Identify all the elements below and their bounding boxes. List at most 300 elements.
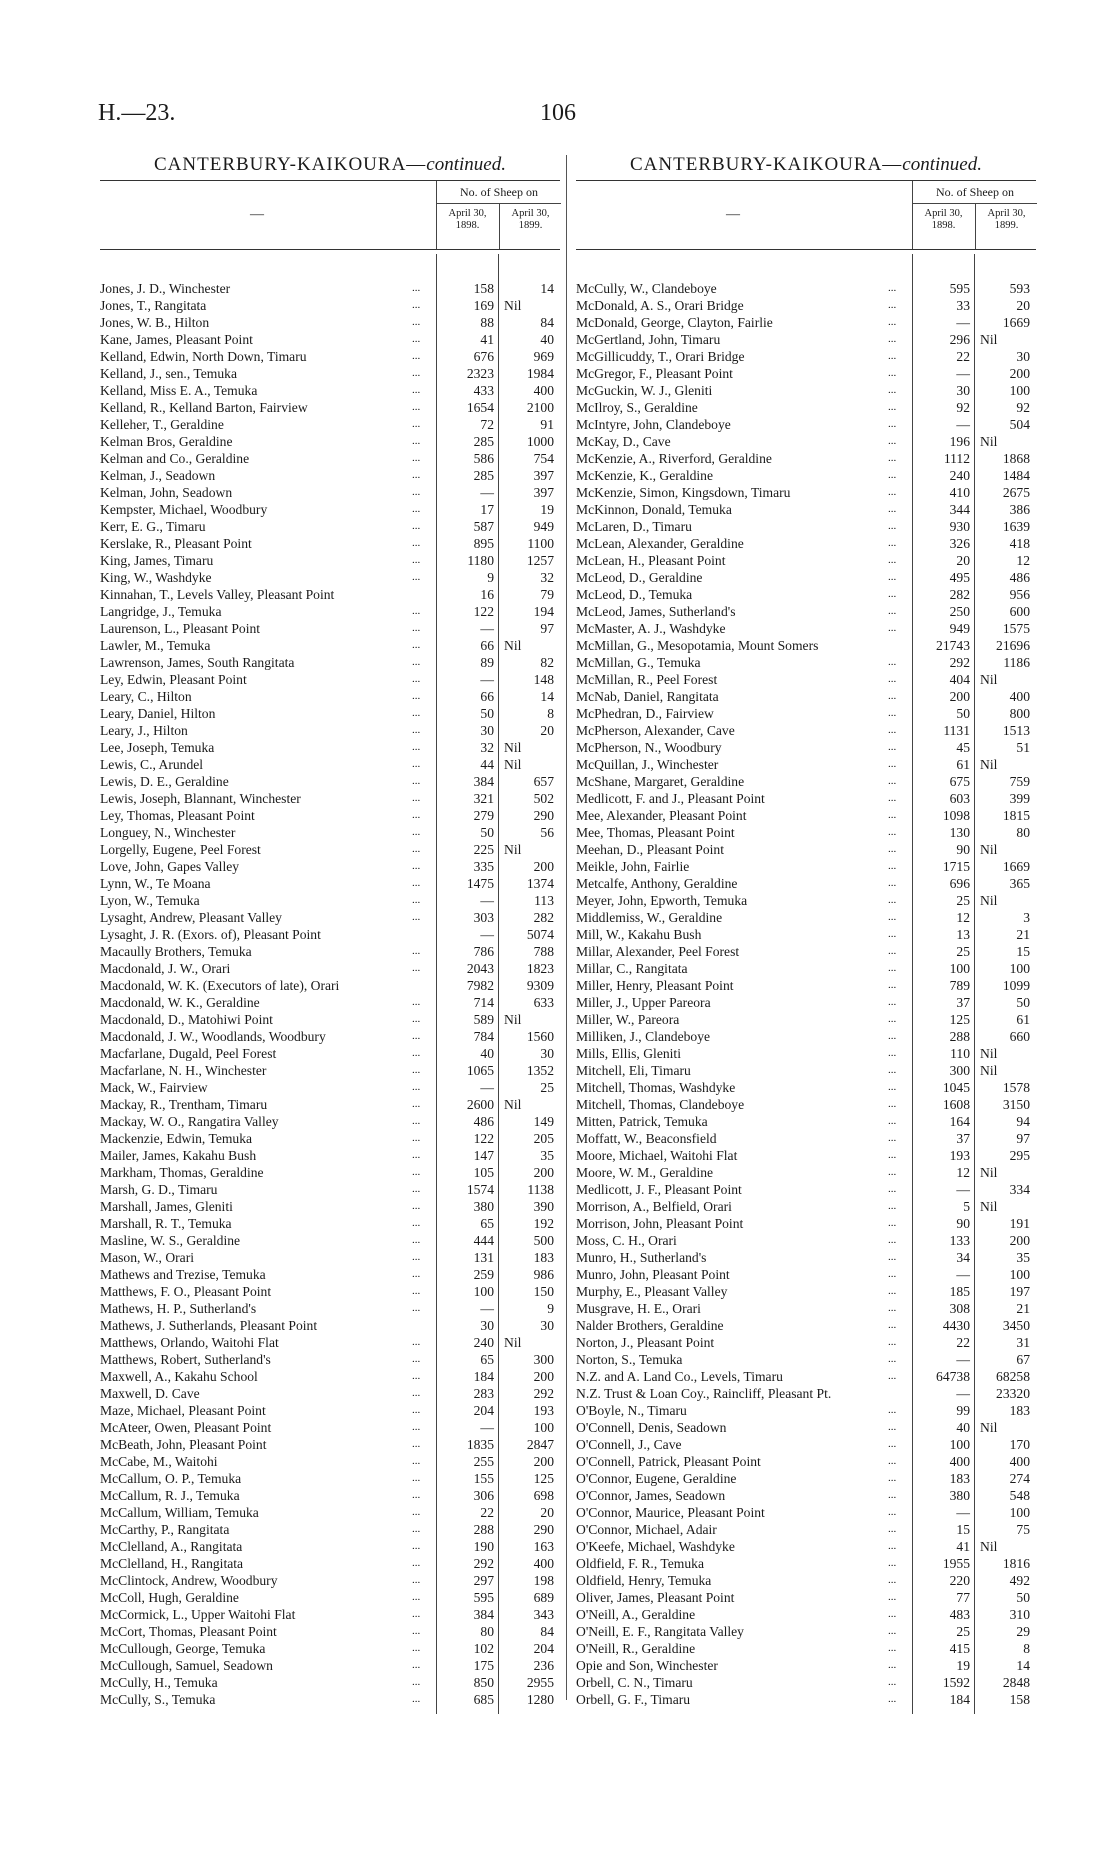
owner-name: Laurenson, L., Pleasant Point xyxy=(100,621,261,636)
table-row xyxy=(100,671,560,688)
table-row xyxy=(100,467,560,484)
sheep-1898: 131 xyxy=(473,1250,494,1265)
leader-dots: ... xyxy=(412,1115,421,1127)
owner-name: Maxwell, A., Kakahu School xyxy=(100,1369,258,1384)
leader-dots: ... xyxy=(888,673,897,685)
sheep-1898: 90 xyxy=(956,842,970,857)
owner-name: Matthews, Orlando, Waitohi Flat xyxy=(100,1335,279,1350)
sheep-1898: 1592 xyxy=(942,1675,970,1690)
table-row xyxy=(576,450,1036,467)
sheep-1898: 595 xyxy=(949,281,970,296)
owner-name: Lysaght, Andrew, Pleasant Valley xyxy=(100,910,282,925)
sheep-1898: 64738 xyxy=(936,1369,970,1384)
table-row xyxy=(576,1589,1036,1606)
leader-dots: ... xyxy=(412,656,421,668)
sheep-1898: 384 xyxy=(473,1607,494,1622)
owner-name: Lawler, M., Temuka xyxy=(100,638,211,653)
sheep-1898: 65 xyxy=(480,1216,494,1231)
sheep-1898: 89 xyxy=(480,655,494,670)
owner-name: McCabe, M., Waitohi xyxy=(100,1454,218,1469)
owner-name: O'Connor, James, Seadown xyxy=(576,1488,726,1503)
table-row xyxy=(576,552,1036,569)
leader-dots: ... xyxy=(888,1455,897,1467)
sheep-1898: — xyxy=(956,366,970,381)
owner-name: McMillan, R., Peel Forest xyxy=(576,672,718,687)
table-row xyxy=(100,1589,560,1606)
table-row xyxy=(576,1079,1036,1096)
sheep-1899: 25 xyxy=(540,1080,554,1095)
owner-name: McDonald, A. S., Orari Bridge xyxy=(576,298,744,313)
owner-name: Masline, W. S., Geraldine xyxy=(100,1233,241,1248)
sheep-1899: Nil xyxy=(504,757,522,772)
sheep-1899: 1186 xyxy=(1003,655,1030,670)
table-row xyxy=(576,1419,1036,1436)
table-row xyxy=(576,484,1036,501)
owner-name: Lorgelly, Eugene, Peel Forest xyxy=(100,842,261,857)
sheep-1898: 308 xyxy=(949,1301,970,1316)
sheep-1899: 12 xyxy=(1016,553,1030,568)
table-row xyxy=(576,773,1036,790)
leader-dots: ... xyxy=(888,1404,897,1416)
sheep-1899: 949 xyxy=(533,519,554,534)
sheep-1899: 1352 xyxy=(526,1063,554,1078)
owner-name: Longuey, N., Winchester xyxy=(100,825,236,840)
sheep-1898: 1955 xyxy=(942,1556,970,1571)
table-row xyxy=(100,977,560,994)
leader-dots: ... xyxy=(412,486,421,498)
sheep-1898: 288 xyxy=(473,1522,494,1537)
sheep-1899: 8 xyxy=(1023,1641,1030,1656)
sheep-1899: 1560 xyxy=(526,1029,554,1044)
sheep-1899: Nil xyxy=(504,842,522,857)
sheep-1898: — xyxy=(480,927,494,942)
owner-name: McGregor, F., Pleasant Point xyxy=(576,366,733,381)
table-row xyxy=(100,1521,560,1538)
table-row xyxy=(100,1419,560,1436)
owner-name: McClelland, A., Rangitata xyxy=(100,1539,243,1554)
sheep-1899: 200 xyxy=(533,859,554,874)
owner-name: McCully, S., Temuka xyxy=(100,1692,216,1707)
owner-name: Matthews, F. O., Pleasant Point xyxy=(100,1284,272,1299)
owner-name: Macfarlane, Dugald, Peel Forest xyxy=(100,1046,277,1061)
owner-name: Ley, Edwin, Pleasant Point xyxy=(100,672,247,687)
sheep-1898: 155 xyxy=(473,1471,494,1486)
sheep-1899: 148 xyxy=(533,672,554,687)
sheep-1899: 51 xyxy=(1016,740,1030,755)
sheep-1898: 147 xyxy=(473,1148,494,1163)
table-row xyxy=(100,280,560,297)
table-row xyxy=(576,892,1036,909)
table-body xyxy=(100,280,560,1708)
sheep-1899: 200 xyxy=(533,1165,554,1180)
sheep-1898: 190 xyxy=(473,1539,494,1554)
sheep-1899: 1578 xyxy=(1002,1080,1030,1095)
owner-name: McIntyre, John, Clandeboye xyxy=(576,417,731,432)
leader-dots: ... xyxy=(412,350,421,362)
leader-dots: ... xyxy=(888,792,897,804)
owner-name: McCully, H., Temuka xyxy=(100,1675,218,1690)
table-row xyxy=(100,1351,560,1368)
table-row xyxy=(100,1198,560,1215)
sheep-1899: 3 xyxy=(1023,910,1030,925)
leader-dots: ... xyxy=(412,1081,421,1093)
sheep-1898: 930 xyxy=(949,519,970,534)
table-row xyxy=(576,620,1036,637)
sheep-1898: 40 xyxy=(956,1420,970,1435)
leader-dots: ... xyxy=(412,333,421,345)
leader-dots: ... xyxy=(412,1200,421,1212)
table-row xyxy=(100,1640,560,1657)
leader-dots: ... xyxy=(412,1506,421,1518)
sheep-1898: 603 xyxy=(949,791,970,806)
sheep-1898: 102 xyxy=(473,1641,494,1656)
table-row xyxy=(100,1011,560,1028)
sheep-1898: 433 xyxy=(473,383,494,398)
sheep-1899: 100 xyxy=(1009,1267,1030,1282)
owner-name: McLaren, D., Timaru xyxy=(576,519,692,534)
sheep-1899: 334 xyxy=(1009,1182,1030,1197)
sheep-1899: 125 xyxy=(533,1471,554,1486)
owner-name: Nalder Brothers, Geraldine xyxy=(576,1318,724,1333)
owner-name: Miller, J., Upper Pareora xyxy=(576,995,711,1010)
sheep-1898: 400 xyxy=(949,1454,970,1469)
table-row xyxy=(576,1504,1036,1521)
sheep-1898: 12 xyxy=(956,910,970,925)
table-title xyxy=(100,150,560,180)
sheep-1898: 15 xyxy=(956,1522,970,1537)
owner-name: Mills, Ellis, Gleniti xyxy=(576,1046,681,1061)
owner-name: Mathews, H. P., Sutherland's xyxy=(100,1301,257,1316)
leader-dots: ... xyxy=(888,1251,897,1263)
sheep-1899: Nil xyxy=(980,893,998,908)
sheep-1898: 410 xyxy=(949,485,970,500)
leader-dots: ... xyxy=(888,1047,897,1059)
sheep-1898: 100 xyxy=(949,961,970,976)
leader-dots: ... xyxy=(888,486,897,498)
sheep-1899: 386 xyxy=(1009,502,1030,517)
table-row xyxy=(576,331,1036,348)
sheep-1899: 183 xyxy=(533,1250,554,1265)
sheep-1899: 689 xyxy=(533,1590,554,1605)
table-row xyxy=(576,1266,1036,1283)
leader-dots: ... xyxy=(412,945,421,957)
sheep-1898: 90 xyxy=(956,1216,970,1231)
leader-dots: ... xyxy=(412,299,421,311)
sheep-1899: 274 xyxy=(1009,1471,1030,1486)
table-row xyxy=(576,637,1036,654)
sheep-1899: 400 xyxy=(1009,1454,1030,1469)
sheep-1899: 170 xyxy=(1009,1437,1030,1452)
owner-name: Leary, Daniel, Hilton xyxy=(100,706,216,721)
table-row xyxy=(100,756,560,773)
table-row xyxy=(100,518,560,535)
table-row xyxy=(100,1691,560,1708)
column-divider xyxy=(566,155,567,1700)
sheep-1899: 969 xyxy=(533,349,554,364)
sheep-1899: 399 xyxy=(1009,791,1030,806)
table-row xyxy=(576,654,1036,671)
sheep-1898: 65 xyxy=(480,1352,494,1367)
sheep-1899: Nil xyxy=(980,1199,998,1214)
table-row xyxy=(576,1011,1036,1028)
owner-name: Leary, J., Hilton xyxy=(100,723,188,738)
leader-dots: ... xyxy=(412,1013,421,1025)
column-header xyxy=(100,181,560,249)
owner-name: Medlicott, F. and J., Pleasant Point xyxy=(576,791,765,806)
table-row xyxy=(100,1368,560,1385)
leader-dots: ... xyxy=(888,1217,897,1229)
owner-name: Love, John, Gapes Valley xyxy=(100,859,240,874)
owner-name: McAteer, Owen, Pleasant Point xyxy=(100,1420,272,1435)
sheep-1898: 1180 xyxy=(467,553,494,568)
sheep-1898: — xyxy=(956,1386,970,1401)
sheep-1898: 344 xyxy=(949,502,970,517)
table-row xyxy=(576,501,1036,518)
table-row xyxy=(576,705,1036,722)
sheep-1899: 500 xyxy=(533,1233,554,1248)
sheep-1898: — xyxy=(480,672,494,687)
sheep-1898: 16 xyxy=(480,587,494,602)
owner-name: Macdonald, D., Matohiwi Point xyxy=(100,1012,273,1027)
owner-name: Maze, Michael, Pleasant Point xyxy=(100,1403,266,1418)
leader-dots: ... xyxy=(888,962,897,974)
sheep-1899: 97 xyxy=(540,621,554,636)
owner-name: O'Keefe, Michael, Washdyke xyxy=(576,1539,735,1554)
sheep-1899: 84 xyxy=(540,1624,554,1639)
table-row xyxy=(576,1623,1036,1640)
owner-name: McPherson, Alexander, Cave xyxy=(576,723,735,738)
sheep-1898: 105 xyxy=(473,1165,494,1180)
sheep-1899: 1575 xyxy=(1002,621,1030,636)
leader-dots: ... xyxy=(412,1030,421,1042)
table-row xyxy=(576,1351,1036,1368)
sheep-1898: 444 xyxy=(473,1233,494,1248)
table-row xyxy=(576,467,1036,484)
sheep-1899: 1000 xyxy=(526,434,554,449)
sheep-1899: Nil xyxy=(980,434,998,449)
table-row xyxy=(576,1317,1036,1334)
sheep-1899: 100 xyxy=(1009,961,1030,976)
table-row xyxy=(100,620,560,637)
table-row xyxy=(576,824,1036,841)
leader-dots: ... xyxy=(888,1591,897,1603)
sheep-1899: 698 xyxy=(533,1488,554,1503)
owner-name: Meyer, John, Epworth, Temuka xyxy=(576,893,748,908)
leader-dots: ... xyxy=(412,316,421,328)
leader-dots: ... xyxy=(888,826,897,838)
owner-name: Matthews, Robert, Sutherland's xyxy=(100,1352,271,1367)
leader-dots: ... xyxy=(412,707,421,719)
leader-dots: ... xyxy=(888,656,897,668)
table-row xyxy=(100,586,560,603)
owner-name: Murphy, E., Pleasant Valley xyxy=(576,1284,728,1299)
owner-name: McGuckin, W. J., Gleniti xyxy=(576,383,713,398)
sheep-1898: 66 xyxy=(480,638,494,653)
sheep-1898: 895 xyxy=(473,536,494,551)
leader-dots: ... xyxy=(888,1115,897,1127)
owner-name: McPhedran, D., Fairview xyxy=(576,706,714,721)
leader-dots: ... xyxy=(888,1625,897,1637)
sheep-1899: 657 xyxy=(533,774,554,789)
table-row xyxy=(576,875,1036,892)
owner-name: Milliken, J., Clandeboye xyxy=(576,1029,711,1044)
sheep-1898: 4430 xyxy=(942,1318,970,1333)
sheep-1899: 1669 xyxy=(1002,859,1030,874)
leader-dots: ... xyxy=(412,1166,421,1178)
sheep-1899: 205 xyxy=(533,1131,554,1146)
sheep-1899: 194 xyxy=(533,604,554,619)
owner-name: McClelland, H., Rangitata xyxy=(100,1556,244,1571)
table-row xyxy=(100,552,560,569)
sheep-1899: 61 xyxy=(1016,1012,1030,1027)
owner-name: McClintock, Andrew, Woodbury xyxy=(100,1573,278,1588)
owner-name: Macaully Brothers, Temuka xyxy=(100,944,252,959)
sheep-1898: 184 xyxy=(949,1692,970,1707)
sheep-1898: 2600 xyxy=(466,1097,494,1112)
sheep-1899: 343 xyxy=(533,1607,554,1622)
sheep-1899: 2847 xyxy=(526,1437,554,1452)
sheep-1898: 125 xyxy=(949,1012,970,1027)
table-row xyxy=(576,807,1036,824)
owner-name: Kelland, Miss E. A., Temuka xyxy=(100,383,258,398)
sheep-1899: 35 xyxy=(540,1148,554,1163)
table-row xyxy=(576,1487,1036,1504)
sheep-1898: 122 xyxy=(473,1131,494,1146)
sheep-1898: 288 xyxy=(949,1029,970,1044)
table-row xyxy=(100,348,560,365)
sheep-1899: 400 xyxy=(1009,689,1030,704)
page-number: 106 xyxy=(540,100,576,126)
sheep-1899: Nil xyxy=(980,1165,998,1180)
leader-dots: ... xyxy=(888,469,897,481)
owner-name: Medlicott, J. F., Pleasant Point xyxy=(576,1182,742,1197)
sheep-1899: 19 xyxy=(540,502,554,517)
sheep-1899: 754 xyxy=(533,451,554,466)
leader-dots: ... xyxy=(888,1642,897,1654)
owner-name: Marshall, James, Gleniti xyxy=(100,1199,233,1214)
sheep-1898: 21743 xyxy=(936,638,970,653)
owner-name: McCarthy, P., Rangitata xyxy=(100,1522,230,1537)
leader-dots: ... xyxy=(412,962,421,974)
owner-name: Moore, Michael, Waitohi Flat xyxy=(576,1148,738,1163)
sheep-1898: — xyxy=(956,1182,970,1197)
leader-dots: ... xyxy=(412,384,421,396)
sheep-1898: 50 xyxy=(480,706,494,721)
sheep-1899: 2848 xyxy=(1002,1675,1030,1690)
sheep-1899: 1984 xyxy=(526,366,554,381)
sheep-1899: 20 xyxy=(540,723,554,738)
owner-name: McKenzie, K., Geraldine xyxy=(576,468,714,483)
leader-dots: ... xyxy=(412,1421,421,1433)
sheep-1898: 50 xyxy=(480,825,494,840)
leader-dots: ... xyxy=(412,775,421,787)
leader-dots: ... xyxy=(412,860,421,872)
leader-dots: ... xyxy=(412,1183,421,1195)
sheep-1899: 84 xyxy=(540,315,554,330)
leader-dots: ... xyxy=(412,1064,421,1076)
sheep-1899: 310 xyxy=(1009,1607,1030,1622)
sheep-1898: — xyxy=(480,621,494,636)
table-row xyxy=(576,1232,1036,1249)
owner-name: Lawrenson, James, South Rangitata xyxy=(100,655,295,670)
sheep-1898: 1098 xyxy=(942,808,970,823)
owner-name: McMaster, A. J., Washdyke xyxy=(576,621,726,636)
sheep-1898: 415 xyxy=(949,1641,970,1656)
leader-dots: ... xyxy=(412,418,421,430)
leader-dots: ... xyxy=(412,367,421,379)
owner-name: Marsh, G. D., Timaru xyxy=(100,1182,218,1197)
table-row xyxy=(576,1300,1036,1317)
table-row xyxy=(100,1113,560,1130)
table-row xyxy=(576,1215,1036,1232)
owner-name: O'Neill, A., Geraldine xyxy=(576,1607,696,1622)
leader-dots: ... xyxy=(888,1370,897,1382)
owner-name: Miller, Henry, Pleasant Point xyxy=(576,978,734,993)
sheep-1898: 12 xyxy=(956,1165,970,1180)
sheep-1898: 285 xyxy=(473,468,494,483)
right-table xyxy=(576,150,1036,1708)
sheep-1899: 31 xyxy=(1016,1335,1030,1350)
sheep-1899: 23320 xyxy=(996,1386,1030,1401)
owner-name: O'Boyle, N., Timaru xyxy=(576,1403,687,1418)
table-row xyxy=(576,756,1036,773)
sheep-1898: 306 xyxy=(473,1488,494,1503)
table-row xyxy=(100,314,560,331)
sheep-1898: 685 xyxy=(473,1692,494,1707)
sheep-1899: 75 xyxy=(1016,1522,1030,1537)
table-row xyxy=(576,1181,1036,1198)
sheep-1898: 41 xyxy=(480,332,494,347)
table-row xyxy=(100,875,560,892)
leader-dots: ... xyxy=(412,1234,421,1246)
sheep-1899: 191 xyxy=(1009,1216,1030,1231)
sheep-1899: 1257 xyxy=(526,553,554,568)
sheep-1899: 593 xyxy=(1009,281,1030,296)
leader-dots: ... xyxy=(412,1404,421,1416)
table-row xyxy=(100,1470,560,1487)
owner-name: Kelland, Edwin, North Down, Timaru xyxy=(100,349,307,364)
sheep-1899: 56 xyxy=(540,825,554,840)
owner-name: Opie and Son, Winchester xyxy=(576,1658,718,1673)
sheep-1899: Nil xyxy=(504,1097,522,1112)
owner-name: Mitchell, Eli, Timaru xyxy=(576,1063,691,1078)
sheep-1899: 956 xyxy=(1009,587,1030,602)
sheep-1899: 504 xyxy=(1009,417,1030,432)
table-row xyxy=(100,1453,560,1470)
table-row xyxy=(100,739,560,756)
table-row xyxy=(100,603,560,620)
sheep-1898: 30 xyxy=(480,723,494,738)
sheep-1898: — xyxy=(956,1505,970,1520)
owner-name: McKay, D., Cave xyxy=(576,434,671,449)
owner-name: McLean, H., Pleasant Point xyxy=(576,553,726,568)
owner-name: Markham, Thomas, Geraldine xyxy=(100,1165,264,1180)
leader-dots: ... xyxy=(888,1268,897,1280)
leader-dots: ... xyxy=(412,1387,421,1399)
owner-name: O'Connor, Eugene, Geraldine xyxy=(576,1471,737,1486)
leader-dots: ... xyxy=(888,775,897,787)
table-row xyxy=(100,722,560,739)
leader-dots: ... xyxy=(888,979,897,991)
sheep-1898: 45 xyxy=(956,740,970,755)
leader-dots: ... xyxy=(412,826,421,838)
owner-name: Kelman, John, Seadown xyxy=(100,485,233,500)
sheep-1898: 1715 xyxy=(942,859,970,874)
sheep-1898: 240 xyxy=(473,1335,494,1350)
owner-name: Morrison, A., Belfield, Orari xyxy=(576,1199,732,1214)
leader-dots: ... xyxy=(888,384,897,396)
name-column-header: — xyxy=(250,207,264,222)
